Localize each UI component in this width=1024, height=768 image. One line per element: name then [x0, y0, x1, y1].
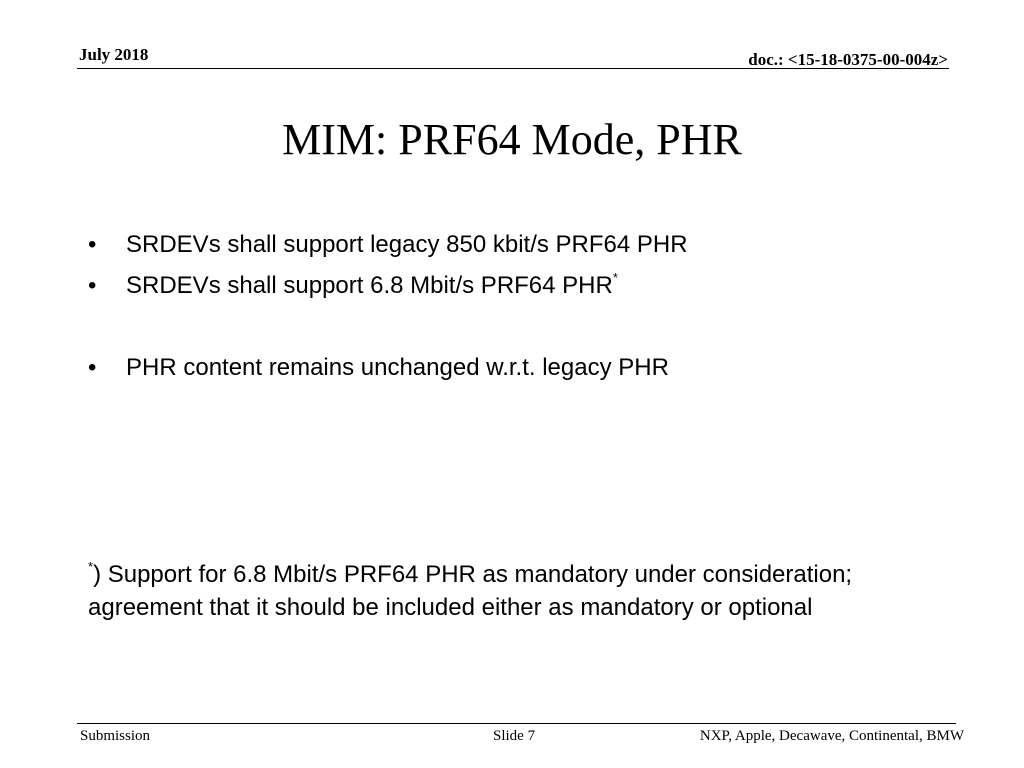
- bullet-item-phr-content: [88, 353, 669, 383]
- footnote-text: ) Support for 6.8 Mbit/s PRF64 PHR as mandatory under consideration; agreement that it should be included either as mandatory or optional: [88, 561, 853, 621]
- header-date: July 2018: [79, 45, 149, 64]
- bullet-item-legacy-phr: [88, 230, 688, 260]
- header-divider: [77, 68, 949, 69]
- bullet-symbol: •: [88, 231, 97, 258]
- bullet-text: SRDEVs shall support 6.8 Mbit/s PRF64 PHR: [126, 272, 613, 299]
- footer-divider: [77, 723, 956, 724]
- footer-authors: NXP, Apple, Decawave, Continental, BMW: [699, 728, 964, 744]
- bullet-item-6-8-mbit-phr: [88, 271, 618, 301]
- footer-slide-number: Slide 7: [493, 728, 536, 744]
- header-doc-id: doc.: <15-18-0375-00-004z>: [748, 50, 948, 69]
- footnote: [88, 558, 928, 624]
- bullet-text: SRDEVs shall support legacy 850 kbit/s PRF64 PHR: [126, 231, 688, 258]
- bullet-symbol: •: [88, 354, 97, 381]
- bullet-symbol: •: [88, 272, 97, 299]
- footer-submission: Submission: [80, 728, 151, 744]
- footnote-mark: *: [612, 270, 618, 285]
- slide-title: MIM: PRF64 Mode, PHR: [282, 115, 742, 164]
- bullet-text: PHR content remains unchanged w.r.t. legacy PHR: [126, 354, 669, 381]
- footnote-mark: *: [88, 559, 94, 574]
